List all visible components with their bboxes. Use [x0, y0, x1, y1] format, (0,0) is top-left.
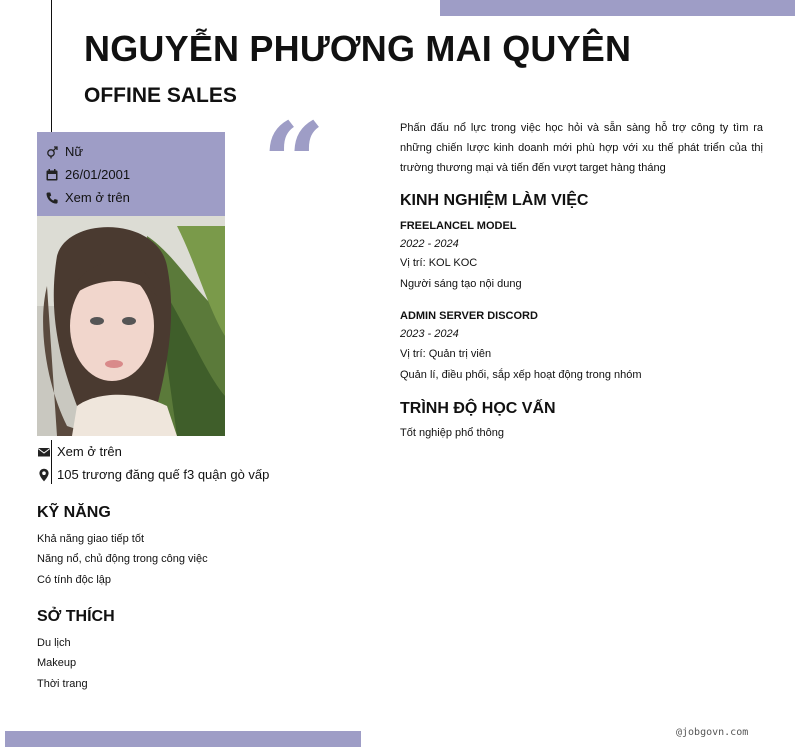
job-company: FREELANCEL MODEL: [400, 220, 517, 232]
phone-row: [45, 190, 130, 205]
hobby-item: Makeup: [37, 657, 77, 669]
profile-photo: [37, 216, 225, 436]
calendar-icon: [45, 168, 59, 182]
hobby-item: Thời trang: [37, 678, 88, 690]
hobby-item: Du lịch: [37, 637, 71, 649]
education-title: TRÌNH ĐỘ HỌC VẤN: [400, 400, 556, 417]
skills-title: KỸ NĂNG: [37, 504, 111, 521]
header-divider-line: [51, 0, 52, 132]
top-accent-bar: [440, 0, 795, 16]
career-summary: Phấn đấu nổ lực trong việc học hỏi và sẵn sàng hỗ trợ công ty tìm ra những chiến lược kinh doanh mới phù hợp với xu thế phát triển của thị trường thương mại và tiến đến vượt target hàng tháng: [400, 122, 763, 174]
email-row: [37, 444, 122, 459]
job-description: Người sáng tạo nội dung: [400, 278, 522, 290]
address-value: 105 trương đăng quế f3 quận gò vấp: [57, 467, 270, 482]
experience-title: KINH NGHIỆM LÀM VIỆC: [400, 192, 589, 209]
birthday-row: [45, 167, 130, 182]
skill-item: Có tính độc lập: [37, 574, 111, 586]
job-company: ADMIN SERVER DISCORD: [400, 310, 538, 322]
job-position: Vị trí: Quản trị viên: [400, 348, 492, 360]
location-pin-icon: [37, 468, 51, 482]
job-description: Quản lí, điều phối, sắp xếp hoạt động trong nhóm: [400, 369, 642, 381]
gender-icon: [45, 145, 59, 159]
quote-icon: “: [262, 98, 326, 227]
footer-watermark: @jobgovn.com: [676, 727, 749, 738]
birthday-value: 26/01/2001: [65, 167, 131, 182]
skill-item: Năng nổ, chủ động trong công việc: [37, 553, 208, 565]
hobbies-title: SỞ THÍCH: [37, 608, 115, 625]
job-period: 2022 - 2024: [400, 238, 459, 250]
gender-value: Nữ: [65, 144, 84, 159]
job-title: OFFINE SALES: [84, 84, 237, 107]
job-position: Vị trí: KOL KOC: [400, 257, 478, 269]
gender-row: [45, 144, 83, 159]
phone-value: Xem ở trên: [65, 190, 130, 205]
personal-info-box: [37, 132, 225, 216]
mail-icon: [37, 445, 51, 459]
job-period: 2023 - 2024: [400, 328, 459, 340]
bottom-accent-bar: [5, 731, 361, 747]
education-detail: Tốt nghiệp phổ thông: [400, 427, 504, 439]
address-row: [37, 467, 269, 482]
skill-item: Khả năng giao tiếp tốt: [37, 533, 145, 545]
candidate-name: NGUYỄN PHƯƠNG MAI QUYÊN: [84, 28, 632, 69]
email-value: Xem ở trên: [57, 444, 122, 459]
phone-icon: [45, 191, 59, 205]
